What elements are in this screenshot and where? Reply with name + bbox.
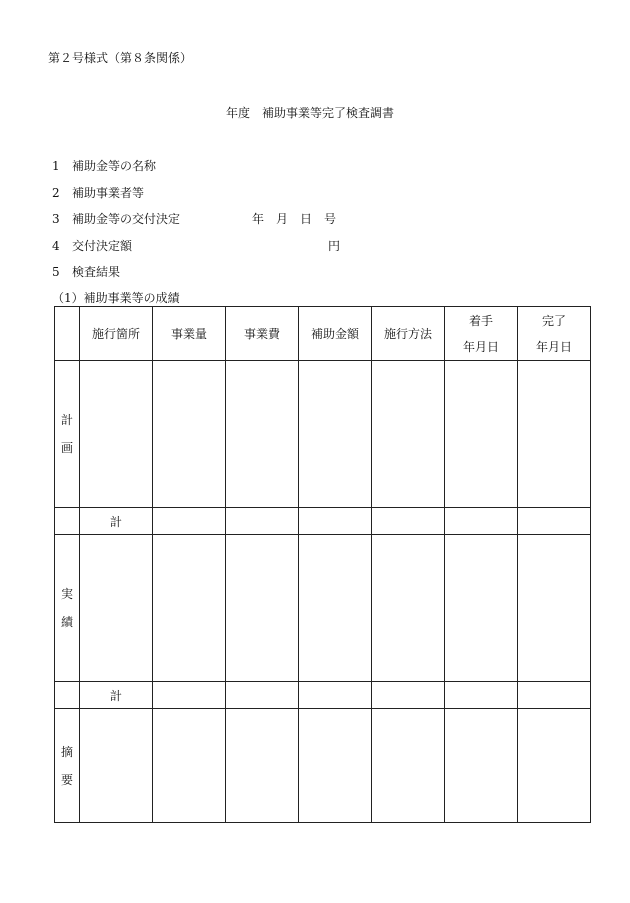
item-2 [52, 184, 144, 201]
remarks-label-char: 摘 [60, 744, 73, 759]
table-cell[interactable] [153, 682, 226, 709]
item-text: 補助金等の名称 [72, 159, 157, 173]
results-subheading: （1）補助事業等の成績 [52, 291, 180, 305]
corner-cell [55, 307, 80, 361]
item-number: 2 [52, 186, 60, 200]
header-start-line2: 年月日 [462, 339, 499, 354]
header-start-line1: 着手 [468, 313, 493, 328]
header-start-date [445, 307, 518, 361]
table-cell[interactable] [518, 535, 591, 682]
plan-label-char: 画 [60, 441, 73, 455]
table-cell[interactable] [299, 508, 372, 535]
table-cell[interactable] [153, 361, 226, 508]
table-cell[interactable] [445, 508, 518, 535]
remarks-row [55, 709, 591, 823]
item-number: 5 [52, 265, 60, 279]
plan-sum-label: 計 [80, 508, 153, 535]
decision-date-field: 年 月 日 号 [252, 212, 337, 226]
item-text: 検査結果 [72, 265, 121, 279]
item-4 [52, 237, 132, 254]
table-cell[interactable] [372, 508, 445, 535]
table-cell[interactable] [80, 709, 153, 823]
header-cost: 事業費 [226, 307, 299, 361]
header-end-line1: 完了 [541, 313, 566, 328]
item-number: 4 [52, 239, 60, 253]
actual-sum-row [55, 682, 591, 709]
item-text: 補助金等の交付決定 [72, 212, 181, 226]
table-cell[interactable] [226, 361, 299, 508]
header-method: 施行方法 [372, 307, 445, 361]
remarks-label-char: 要 [60, 772, 73, 787]
table-cell[interactable] [445, 682, 518, 709]
table-cell[interactable] [226, 709, 299, 823]
table-cell[interactable] [445, 709, 518, 823]
table-cell[interactable] [299, 535, 372, 682]
table-header-row [55, 307, 591, 361]
remarks-label [55, 709, 80, 823]
header-end-date [518, 307, 591, 361]
table-cell[interactable] [299, 682, 372, 709]
actual-row [55, 535, 591, 682]
table-cell[interactable] [372, 709, 445, 823]
table-cell[interactable] [226, 508, 299, 535]
form-label: 第２号様式（第８条関係） [48, 51, 193, 65]
table-cell[interactable] [518, 709, 591, 823]
table-cell[interactable] [372, 682, 445, 709]
plan-label [55, 361, 80, 508]
results-table [54, 306, 591, 823]
plan-label-char: 計 [60, 413, 73, 427]
actual-label-char: 実 [60, 587, 73, 601]
table-cell[interactable] [80, 361, 153, 508]
item-text: 交付決定額 [72, 239, 133, 253]
table-cell [55, 508, 80, 535]
doc-title: 年度 補助事業等完了検査調書 [226, 106, 395, 120]
header-end-line2: 年月日 [535, 339, 572, 354]
table-cell[interactable] [226, 682, 299, 709]
table-cell[interactable] [445, 535, 518, 682]
item-1 [52, 157, 156, 174]
table-cell[interactable] [518, 361, 591, 508]
item-3 [52, 210, 180, 227]
table-cell[interactable] [80, 535, 153, 682]
header-subsidy-amount: 補助金額 [299, 307, 372, 361]
table-cell[interactable] [153, 709, 226, 823]
table-cell [55, 682, 80, 709]
header-volume: 事業量 [153, 307, 226, 361]
header-location: 施行箇所 [80, 307, 153, 361]
amount-unit: 円 [328, 239, 341, 253]
item-number: 1 [52, 159, 60, 173]
table-cell[interactable] [299, 709, 372, 823]
table-cell[interactable] [518, 682, 591, 709]
table-cell[interactable] [153, 535, 226, 682]
actual-sum-label: 計 [80, 682, 153, 709]
actual-label-char: 績 [60, 615, 73, 629]
table-cell[interactable] [445, 361, 518, 508]
table-cell[interactable] [226, 535, 299, 682]
table-cell[interactable] [518, 508, 591, 535]
item-5 [52, 263, 120, 280]
plan-sum-row [55, 508, 591, 535]
table-cell[interactable] [153, 508, 226, 535]
item-text: 補助事業者等 [72, 186, 145, 200]
table-cell[interactable] [299, 361, 372, 508]
table-cell[interactable] [372, 361, 445, 508]
item-number: 3 [52, 212, 60, 226]
plan-row [55, 361, 591, 508]
table-cell[interactable] [372, 535, 445, 682]
actual-label [55, 535, 80, 682]
